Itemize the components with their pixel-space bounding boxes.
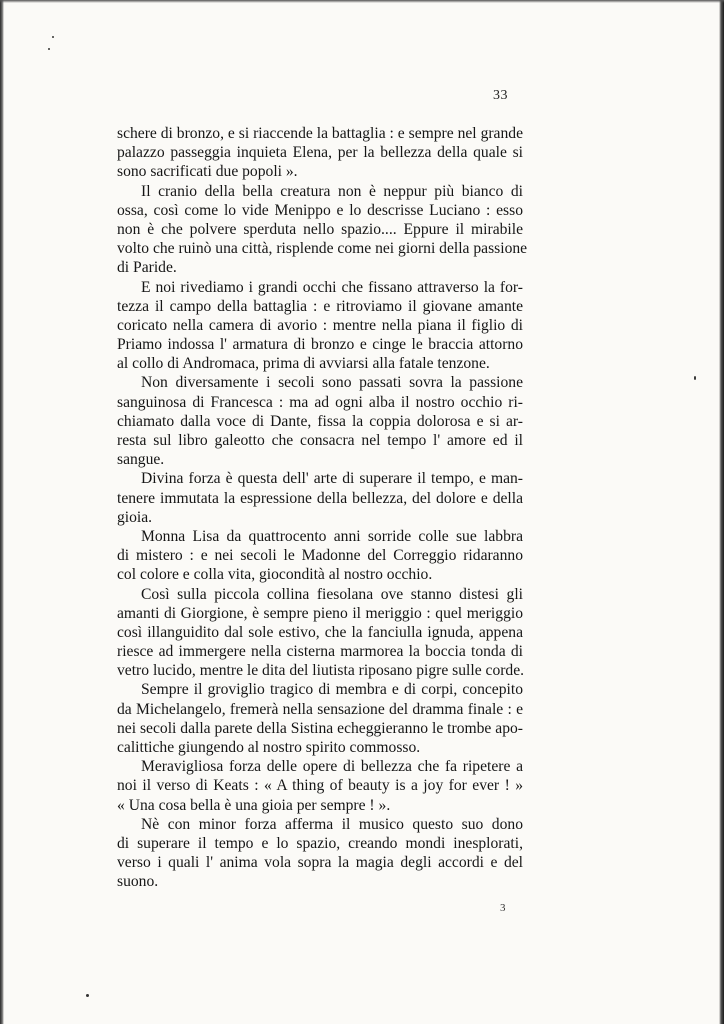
scan-edge-top xyxy=(0,0,724,3)
body-text xyxy=(117,124,528,892)
text-line: al collo di Andromaca, prima di avviarsi alla fatale tenzone. xyxy=(117,355,490,373)
text-line: amanti di Giorgione, è sempre pieno il meriggio : quel meriggio xyxy=(117,604,523,622)
paragraph-start: Il cranio della bella creatura non è neppur più bianco di xyxy=(141,182,523,200)
text-line: suono. xyxy=(117,873,159,891)
text-line: Priamo indossa l' armatura di bronzo e cinge le braccia attorno xyxy=(117,336,523,354)
text-line: nei secoli dalla parete della Sistina echeggieranno le trombe apo- xyxy=(117,719,523,737)
scan-speck xyxy=(86,994,89,997)
text-line: calittiche giungendo al nostro spirito commosso. xyxy=(117,739,421,756)
signature-mark: 3 xyxy=(500,902,506,914)
page-number: 33 xyxy=(493,88,508,103)
text-line: vetro lucido, mentre le dita del liutista riposano pigre sulle corde. xyxy=(117,662,525,680)
text-line: di mistero : e nei secoli le Madonne del Correggio ridaranno xyxy=(117,547,523,565)
paragraph-start: Divina forza è questa dell' arte di superare il tempo, e man- xyxy=(141,470,523,488)
paragraph-start: Nè con minor forza afferma il musico questo suo dono xyxy=(141,815,523,833)
text-line: ossa, così come lo vide Menippo e lo descrisse Luciano : esso xyxy=(117,201,523,219)
text-line: tenere immutata la espressione della bellezza, del dolore e della xyxy=(117,489,523,507)
text-line: noi il verso di Keats : « A thing of beauty is a joy for ever ! » xyxy=(117,777,523,795)
text-line: coricato nella camera di avorio : mentre nella piana il figlio di xyxy=(117,316,523,334)
text-line: sangue. xyxy=(117,451,165,469)
text-line: « Una cosa bella è una gioia per sempre ! ». xyxy=(117,796,391,814)
text-line: chiamato dalla voce di Dante, fissa la coppia dolorosa e si ar- xyxy=(117,412,523,430)
paragraph-start: Non diversamente i secoli sono passati sovra la passione xyxy=(141,374,523,392)
scan-edge-right xyxy=(719,0,724,1024)
paragraph-start: Così sulla piccola collina fiesolana ove stanno distesi gli xyxy=(141,585,523,603)
text-line: resta sul libro galeotto che consacra nel tempo l' amore ed il xyxy=(117,432,523,449)
text-line: da Michelangelo, fremerà nella sensazione del dramma finale : e xyxy=(117,700,523,718)
paragraph-start: Sempre il groviglio tragico di membra e di corpi, concepito xyxy=(141,681,523,699)
paragraph-start: Monna Lisa da quattrocento anni sorride colle sue labbra xyxy=(141,527,523,545)
text-line: così illanguidito dal sole estivo, che la fanciulla ignuda, appena xyxy=(117,623,523,641)
paragraph-start: E noi rivediamo i grandi occhi che fissano attraverso la for- xyxy=(141,278,523,296)
text-line: schere di bronzo, e si riaccende la battaglia : e sempre nel grande xyxy=(117,125,523,142)
text-line: di Paride. xyxy=(117,259,177,277)
scan-edge-left xyxy=(0,0,4,1024)
text-line: riesce ad immergere nella cisterna marmorea la boccia tonda di xyxy=(117,643,523,661)
text-line: volto che ruinò una città, risplende come nei giorni della passione xyxy=(117,240,528,258)
scan-speck xyxy=(48,48,50,50)
text-line: palazzo passeggia inquieta Elena, per la bellezza della quale si xyxy=(117,144,523,162)
text-line: di superare il tempo e lo spazio, creando mondi inesplorati, xyxy=(117,834,523,852)
scan-speck xyxy=(52,36,54,38)
text-line: sono sacrificati due popoli ». xyxy=(117,163,298,181)
paragraph-start: Meravigliosa forza delle opere di bellezza che fa ripetere a xyxy=(141,758,523,776)
text-line: verso i quali l' anima vola sopra la magia degli accordi e del xyxy=(117,854,523,872)
text-line: gioia. xyxy=(117,508,153,526)
text-line: tezza il campo della battaglia : e ritroviamo il giovane amante xyxy=(117,297,523,315)
text-line: sanguinosa di Francesca : ma ad ogni alba il nostro occhio ri- xyxy=(117,393,523,411)
scan-speck xyxy=(694,376,696,380)
text-line: col colore e colla vita, giocondità al nostro occhio. xyxy=(117,566,433,584)
text-line: non è che polvere sperduta nello spazio.... Eppure il mirabile xyxy=(117,220,523,238)
